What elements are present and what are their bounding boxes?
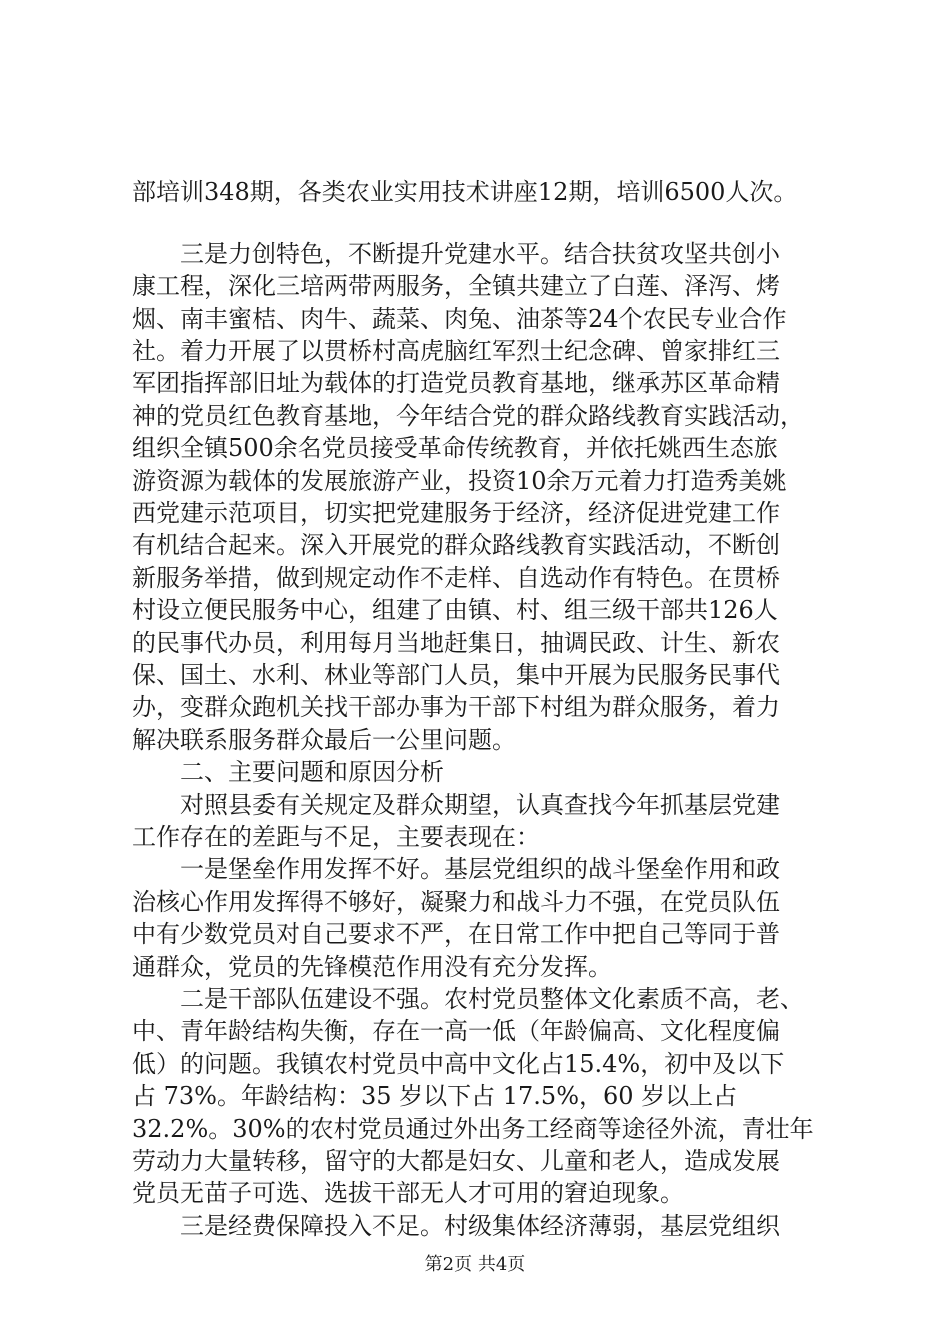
text-line: 新服务举措，做到规定动作不走样、自选动作有特色。在贯桥 bbox=[132, 564, 780, 592]
text-line: 党员无苗子可选、选拔干部无人才可用的窘迫现象。 bbox=[132, 1179, 684, 1207]
text-line: 的民事代办员，利用每月当地赶集日，抽调民政、计生、新农 bbox=[132, 629, 780, 657]
text-line: 中、青年龄结构失衡，存在一高一低（年龄偏高、文化程度偏 bbox=[132, 1017, 780, 1045]
page-footer: 第2页 共4页 bbox=[424, 1254, 526, 1275]
text-line: 低）的问题。我镇农村党员中高中文化占15.4%，初中及以下 bbox=[132, 1050, 785, 1078]
text-line: 烟、南丰蜜桔、肉牛、蔬菜、肉兔、油茶等24个农民专业合作 bbox=[132, 305, 787, 333]
text-line: 办，变群众跑机关找干部办事为干部下村组为群众服务，着力 bbox=[132, 693, 780, 721]
text-line: 占 73%。年龄结构：35 岁以下占 17.5%，60 岁以上占 bbox=[132, 1082, 738, 1110]
text-line: 西党建示范项目，切实把党建服务于经济，经济促进党建工作 bbox=[132, 499, 780, 527]
text-line: 治核心作用发挥得不够好，凝聚力和战斗力不强，在党员队伍 bbox=[132, 888, 780, 916]
text-line: 康工程，深化三培两带两服务，全镇共建立了白莲、泽泻、烤 bbox=[132, 272, 780, 300]
text-line: 对照县委有关规定及群众期望，认真查找今年抓基层党建 bbox=[180, 791, 780, 819]
text-line: 三是经费保障投入不足。村级集体经济薄弱，基层党组织 bbox=[180, 1212, 780, 1240]
text-line: 组织全镇500余名党员接受革命传统教育，并依托姚西生态旅 bbox=[132, 434, 778, 462]
text-line: 神的党员红色教育基地，今年结合党的群众路线教育实践活动， bbox=[132, 402, 804, 430]
text-line: 一是堡垒作用发挥不好。基层党组织的战斗堡垒作用和政 bbox=[180, 855, 780, 883]
text-line: 保、国土、水利、林业等部门人员，集中开展为民服务民事代 bbox=[132, 661, 780, 689]
text-line: 三是力创特色，不断提升党建水平。结合扶贫攻坚共创小 bbox=[180, 240, 780, 268]
section-heading: 二、主要问题和原因分析 bbox=[180, 758, 444, 786]
text-line: 社。着力开展了以贯桥村高虎脑红军烈士纪念碑、曾家排红三 bbox=[132, 337, 780, 365]
text-line: 村设立便民服务中心，组建了由镇、村、组三级干部共126人 bbox=[132, 596, 778, 624]
text-line: 游资源为载体的发展旅游产业，投资10余万元着力打造秀美姚 bbox=[132, 467, 787, 495]
text-line: 劳动力大量转移，留守的大都是妇女、儿童和老人，造成发展 bbox=[132, 1147, 780, 1175]
text-line: 中有少数党员对自己要求不严，在日常工作中把自己等同于普 bbox=[132, 920, 780, 948]
text-line: 军团指挥部旧址为载体的打造党员教育基地，继承苏区革命精 bbox=[132, 369, 780, 397]
text-line: 二是干部队伍建设不强。农村党员整体文化素质不高，老、 bbox=[180, 985, 804, 1013]
text-line: 解决联系服务群众最后一公里问题。 bbox=[132, 726, 516, 754]
text-line: 工作存在的差距与不足，主要表现在： bbox=[132, 823, 540, 851]
text-line: 32.2%。30%的农村党员通过外出务工经商等途径外流，青壮年 bbox=[132, 1115, 814, 1143]
text-line: 有机结合起来。深入开展党的群众路线教育实践活动，不断创 bbox=[132, 531, 780, 559]
text-line: 通群众，党员的先锋模范作用没有充分发挥。 bbox=[132, 953, 612, 981]
text-line: 部培训348期，各类农业实用技术讲座12期，培训6500人次。 bbox=[132, 178, 798, 206]
